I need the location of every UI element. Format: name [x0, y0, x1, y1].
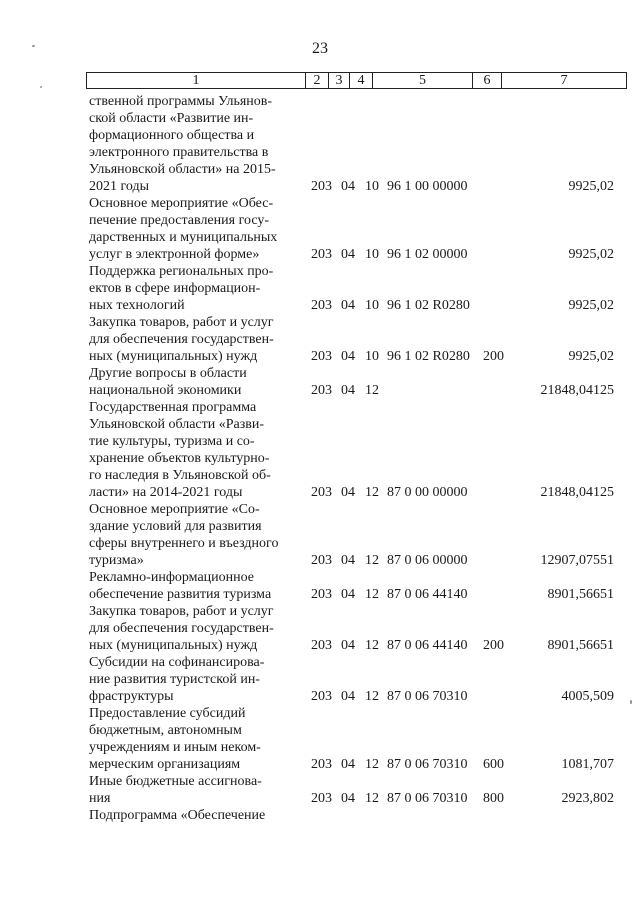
table-row [89, 365, 614, 399]
row-name: Основное мероприятие «Со- здание условий для развития сферы внутреннего и въездного туризма» [89, 502, 279, 568]
column-header-row [87, 73, 627, 89]
section-code: 04 [341, 485, 355, 500]
column-header-7: 7 [502, 73, 627, 89]
amount: 4005,509 [561, 689, 614, 704]
table-row [89, 314, 614, 365]
amount: 21848,04125 [540, 485, 614, 500]
table-row [89, 501, 614, 569]
row-name: Иные бюджетные ассигнова- ния [89, 774, 262, 806]
amount: 12907,07551 [540, 553, 614, 568]
row-codes [89, 246, 614, 263]
section-code: 04 [341, 247, 355, 262]
target-article-code: 87 0 06 70310 [387, 757, 468, 772]
target-article-code: 87 0 00 00000 [387, 485, 468, 500]
row-codes [89, 637, 614, 654]
subsection-code: 12 [365, 383, 379, 398]
column-header-6: 6 [473, 73, 502, 89]
ministry-code: 203 [311, 298, 332, 313]
subsection-code: 10 [365, 349, 379, 364]
subsection-code: 10 [365, 247, 379, 262]
expense-type-code: 200 [483, 638, 504, 653]
row-codes [89, 586, 614, 603]
amount: 9925,02 [568, 247, 614, 262]
page-number: 23 [312, 40, 328, 57]
section-code: 04 [341, 791, 355, 806]
row-codes [89, 688, 614, 705]
row-codes [89, 756, 614, 773]
row-name: Предоставление субсидий бюджетным, автономным учреждениям и иным неком- мерческим организациям [89, 706, 261, 772]
ministry-code: 203 [311, 349, 332, 364]
section-code: 04 [341, 349, 355, 364]
row-name: Подпрограмма «Обеспечение [89, 808, 266, 823]
row-name: Поддержка региональных про- ектов в сфере информацион- ных технологий [89, 264, 274, 313]
row-codes [89, 484, 614, 501]
table-row [89, 399, 614, 501]
column-header-1: 1 [87, 73, 306, 89]
target-article-code: 87 0 06 00000 [387, 553, 468, 568]
row-name: ственной программы Ульянов- ской области «Развитие ин- формационного общества и электронного правительства в Ульяновской области» на 2015- 2021 годы [89, 94, 276, 194]
column-header-table [86, 72, 627, 89]
amount: 9925,02 [568, 349, 614, 364]
target-article-code: 87 0 06 70310 [387, 791, 468, 806]
section-code: 04 [341, 587, 355, 602]
subsection-code: 12 [365, 485, 379, 500]
scan-speck [630, 700, 632, 704]
table-row [89, 705, 614, 773]
ministry-code: 203 [311, 383, 332, 398]
scan-speck [32, 45, 35, 47]
ministry-code: 203 [311, 587, 332, 602]
target-article-code: 96 1 02 R0280 [387, 298, 470, 313]
section-code: 04 [341, 638, 355, 653]
amount: 2923,802 [561, 791, 614, 806]
ministry-code: 203 [311, 689, 332, 704]
row-codes [89, 382, 614, 399]
row-codes [89, 790, 614, 807]
ministry-code: 203 [311, 485, 332, 500]
column-header-3: 3 [329, 73, 350, 89]
amount: 8901,56651 [547, 587, 614, 602]
column-header-4: 4 [350, 73, 373, 89]
section-code: 04 [341, 179, 355, 194]
subsection-code: 12 [365, 587, 379, 602]
table-row [89, 654, 614, 705]
amount: 1081,707 [561, 757, 614, 772]
amount: 9925,02 [568, 179, 614, 194]
table-row [89, 263, 614, 314]
expense-type-code: 800 [483, 791, 504, 806]
section-code: 04 [341, 553, 355, 568]
row-name: Субсидии на софинансирова- ние развития туристской ин- фраструктуры [89, 655, 265, 704]
ministry-code: 203 [311, 179, 332, 194]
column-header-5: 5 [373, 73, 473, 89]
ministry-code: 203 [311, 638, 332, 653]
row-codes [89, 348, 614, 365]
amount: 21848,04125 [540, 383, 614, 398]
section-code: 04 [341, 383, 355, 398]
section-code: 04 [341, 689, 355, 704]
expense-type-code: 600 [483, 757, 504, 772]
row-codes [89, 552, 614, 569]
expense-type-code: 200 [483, 349, 504, 364]
table-row [89, 773, 614, 807]
ministry-code: 203 [311, 791, 332, 806]
subsection-code: 12 [365, 553, 379, 568]
row-name: Закупка товаров, работ и услуг для обеспечения государствен- ных (муниципальных) нужд [89, 604, 274, 653]
subsection-code: 12 [365, 689, 379, 704]
table-row [89, 93, 614, 195]
table-row [89, 603, 614, 654]
subsection-code: 12 [365, 791, 379, 806]
target-article-code: 87 0 06 44140 [387, 638, 468, 653]
ministry-code: 203 [311, 247, 332, 262]
row-name: Рекламно-информационное обеспечение развития туризма [89, 570, 272, 602]
target-article-code: 96 1 00 00000 [387, 179, 468, 194]
subsection-code: 10 [365, 298, 379, 313]
scan-speck [40, 86, 42, 88]
row-codes [89, 297, 614, 314]
target-article-code: 87 0 06 70310 [387, 689, 468, 704]
row-name: Закупка товаров, работ и услуг для обеспечения государствен- ных (муниципальных) нужд [89, 315, 274, 364]
row-name: Государственная программа Ульяновской области «Разви- тие культуры, туризма и со- хранение объектов культурно- го наследия в Ульяновской об- ласти» на 2014-2021 годы [89, 400, 271, 500]
subsection-code: 12 [365, 638, 379, 653]
row-name: Основное мероприятие «Обес- печение предоставления госу- дарственных и муниципальных услуг в электронной форме» [89, 196, 278, 262]
section-code: 04 [341, 757, 355, 772]
ministry-code: 203 [311, 757, 332, 772]
table-row [89, 195, 614, 263]
budget-table-body [89, 93, 614, 824]
ministry-code: 203 [311, 553, 332, 568]
target-article-code: 87 0 06 44140 [387, 587, 468, 602]
amount: 8901,56651 [547, 638, 614, 653]
row-codes [89, 178, 614, 195]
target-article-code: 96 1 02 R0280 [387, 349, 470, 364]
row-codes [89, 807, 614, 824]
target-article-code: 96 1 02 00000 [387, 247, 468, 262]
table-row [89, 807, 614, 824]
column-header-2: 2 [306, 73, 329, 89]
subsection-code: 12 [365, 757, 379, 772]
amount: 9925,02 [568, 298, 614, 313]
section-code: 04 [341, 298, 355, 313]
row-name: Другие вопросы в области национальной экономики [89, 366, 247, 398]
table-row [89, 569, 614, 603]
subsection-code: 10 [365, 179, 379, 194]
